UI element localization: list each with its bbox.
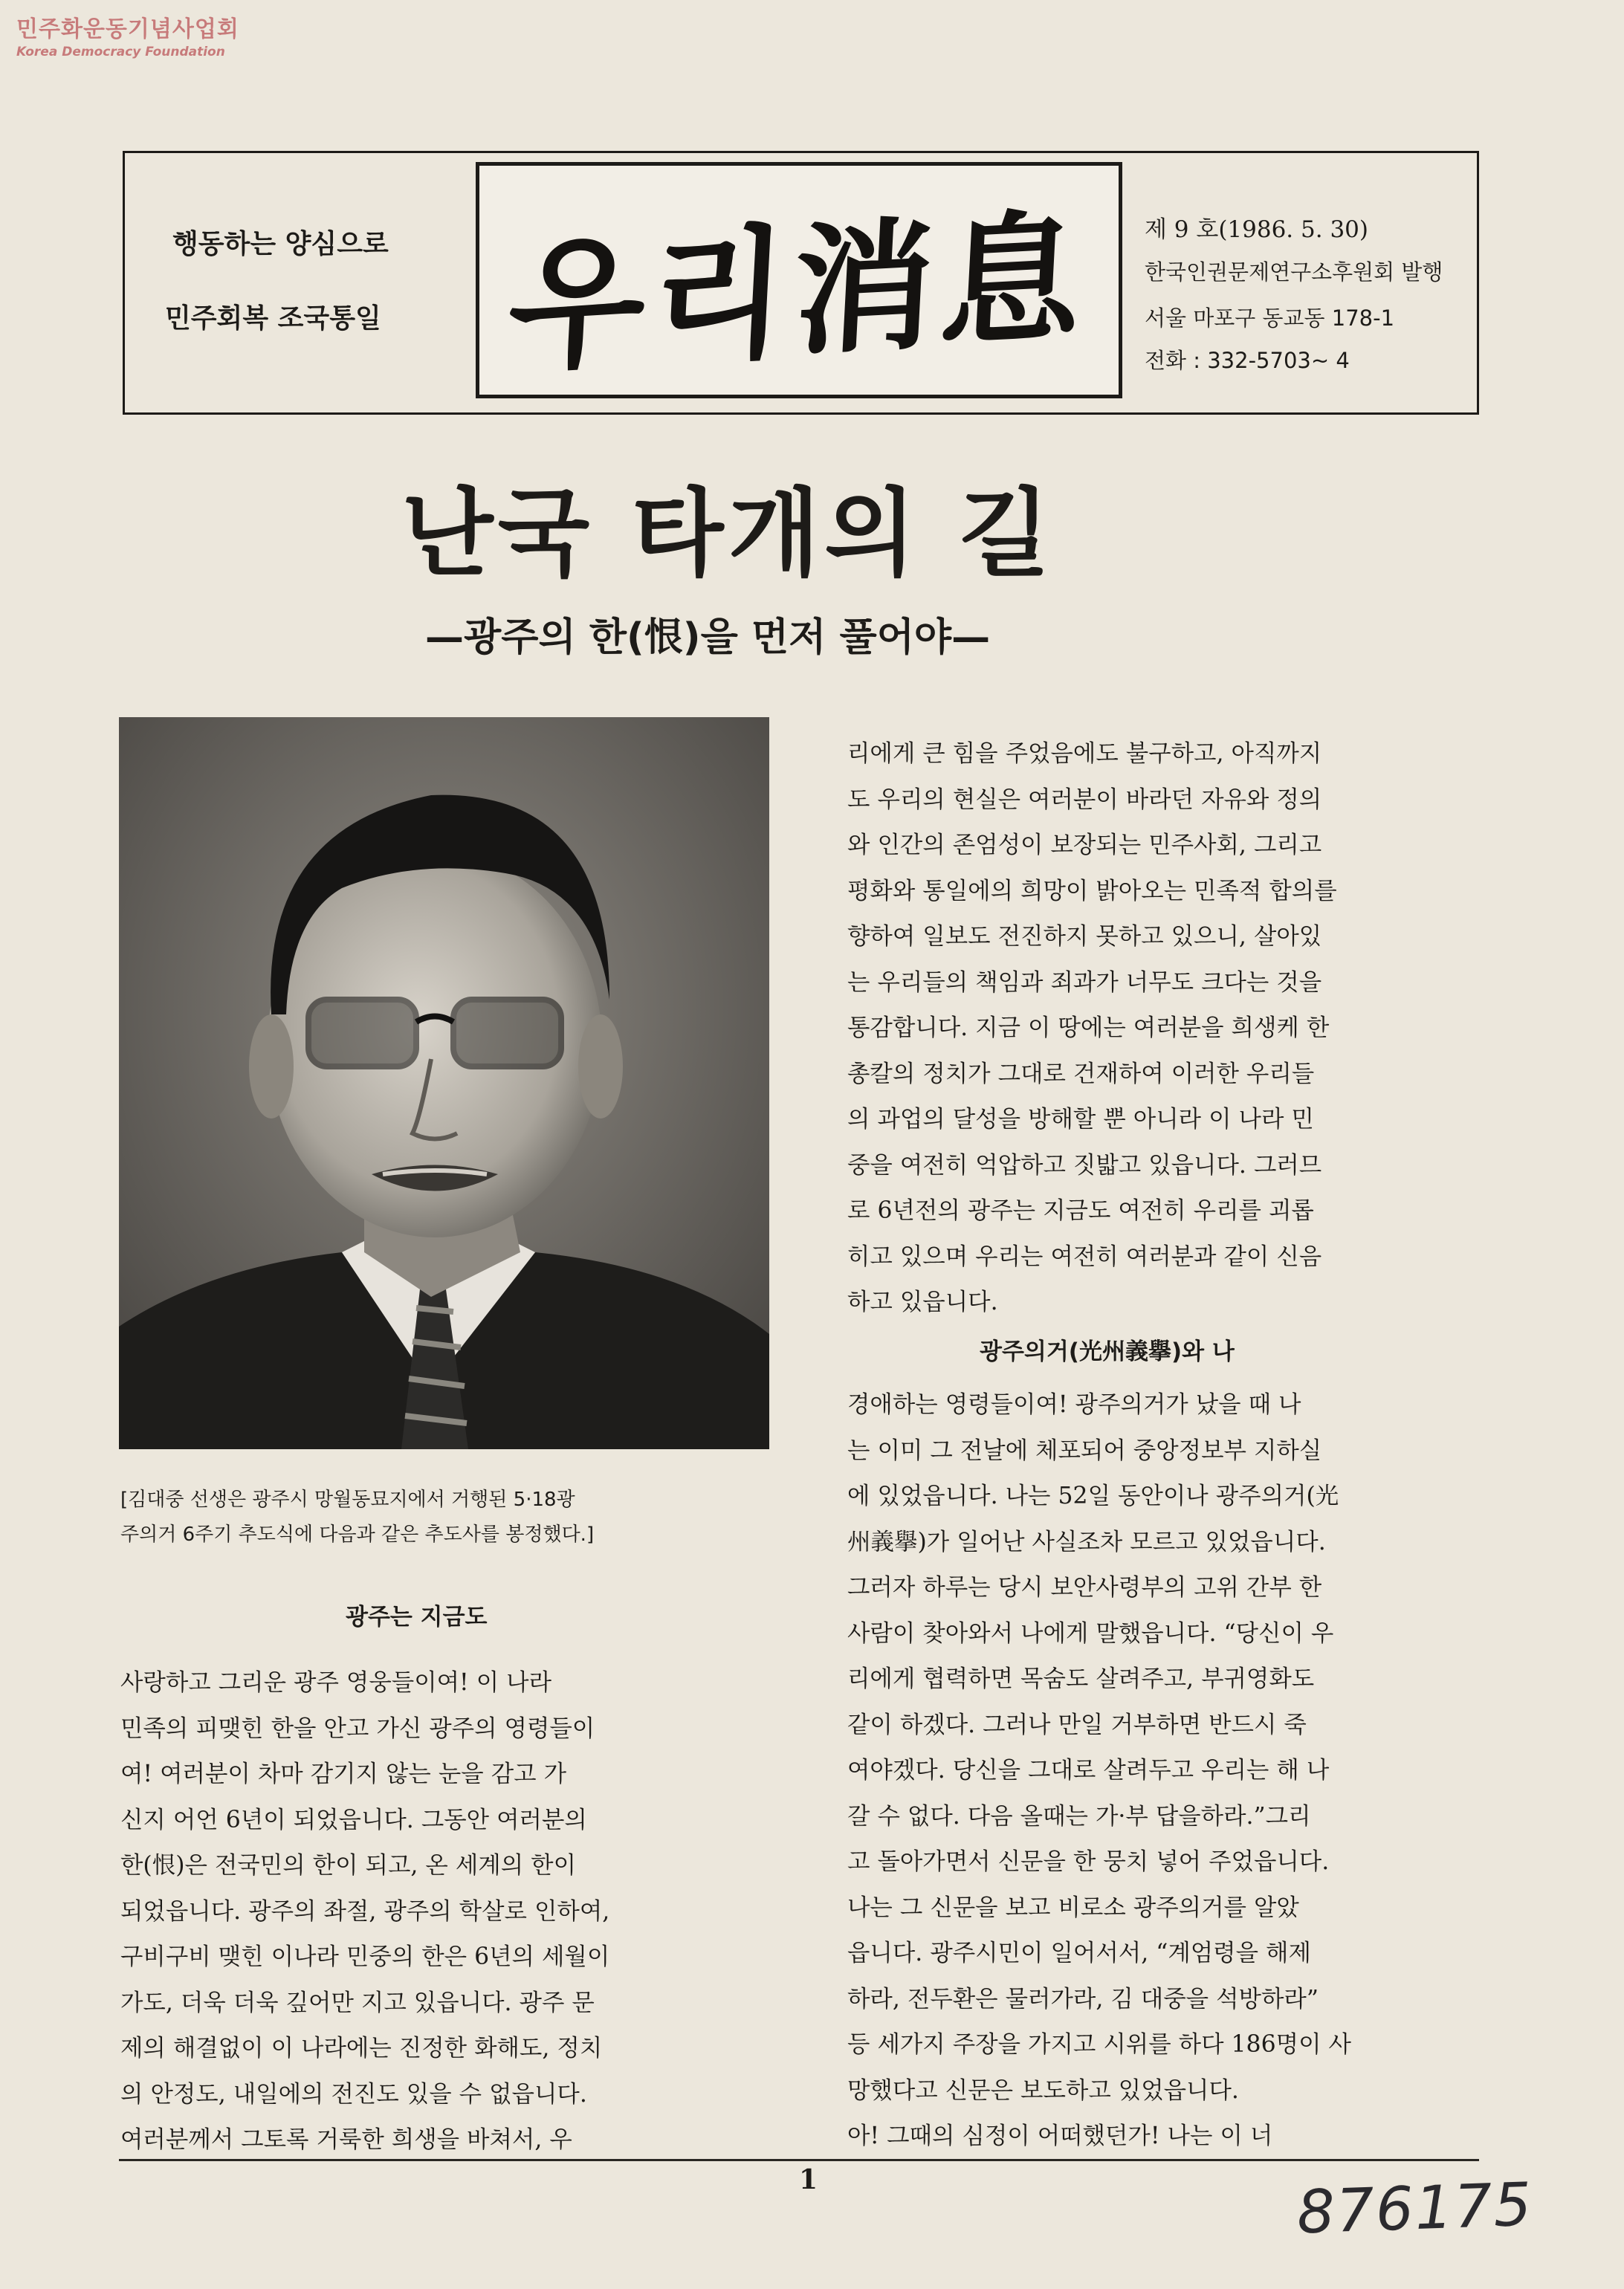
publisher: 한국인권문제연구소후원회 발행 bbox=[1145, 259, 1443, 285]
photo-caption bbox=[120, 1483, 774, 1553]
left-column-text bbox=[120, 1660, 609, 2163]
text-line: 갈 수 없다. 다음 올때는 가·부 답을하라.”그리 bbox=[847, 1802, 1311, 1830]
text-line: 총칼의 정치가 그대로 건재하여 이러한 우리들 bbox=[847, 1060, 1315, 1087]
caption-line2: 주의거 6주기 추도식에 다음과 같은 추도사를 봉정했다.] bbox=[120, 1524, 595, 1546]
logo-box bbox=[476, 162, 1122, 398]
text-line: 는 우리들의 책임과 죄과가 너무도 크다는 것을 bbox=[847, 968, 1322, 996]
text-line: 향하여 일보도 전진하지 못하고 있으니, 살아있 bbox=[847, 923, 1322, 950]
text-line: 아! 그때의 심정이 어떠했던가! 나는 이 너 bbox=[847, 2123, 1273, 2149]
text-line: 하고 있읍니다. bbox=[847, 1289, 998, 1315]
text-line: 구비구비 맺힌 이나라 민중의 한은 6년의 세월이 bbox=[120, 1943, 610, 1970]
text-line: 중을 여전히 억압하고 짓밟고 있읍니다. 그러므 bbox=[847, 1151, 1322, 1179]
right-column-text-bottom bbox=[847, 1382, 1351, 2160]
caption-line1: [김대중 선생은 광주시 망월동묘지에서 거행된 5·18광 bbox=[120, 1489, 575, 1511]
text-line: 민족의 피맺힌 한을 안고 가신 광주의 영령들이 bbox=[120, 1715, 595, 1742]
text-line: 되었읍니다. 광주의 좌절, 광주의 학살로 인하여, bbox=[120, 1897, 610, 1925]
text-line: 로 6년전의 광주는 지금도 여전히 우리를 괴롭 bbox=[847, 1197, 1314, 1224]
text-line: 망했다고 신문은 보도하고 있었읍니다. bbox=[847, 2076, 1239, 2104]
text-line: 평화와 통일에의 희망이 밝아오는 민족적 합의를 bbox=[847, 877, 1337, 904]
text-line: 제의 해결없이 이 나라에는 진정한 화해도, 정치 bbox=[120, 2035, 603, 2062]
text-line: 리에게 협력하면 목숨도 살려주고, 부귀영화도 bbox=[847, 1665, 1315, 1692]
text-line: 사람이 찾아와서 나에게 말했읍니다. “당신이 우 bbox=[847, 1619, 1334, 1647]
text-line: 리에게 큰 힘을 주었음에도 불구하고, 아직까지 bbox=[847, 740, 1322, 767]
text-line: 州義擧)가 일어난 사실조차 모르고 있었읍니다. bbox=[847, 1528, 1326, 1555]
text-line: 고 돌아가면서 신문을 한 뭉치 넣어 주었읍니다. bbox=[847, 1848, 1330, 1875]
handwritten-archive-number: 876175 bbox=[1295, 2169, 1534, 2247]
slogan-line2: 민주회복 조국통일 bbox=[165, 303, 381, 334]
text-line: 경애하는 영령들이여! 광주의거가 났을 때 나 bbox=[847, 1391, 1301, 1418]
text-line: 도 우리의 현실은 여러분이 바라던 자유와 정의 bbox=[847, 786, 1322, 813]
watermark-korean: 민주화운동기념사업회 bbox=[16, 16, 239, 42]
footer-rule bbox=[119, 2159, 1479, 2161]
text-line: 등 세가지 주장을 가지고 시위를 하다 186명이 사 bbox=[847, 2031, 1351, 2058]
section-title-right: 광주의거(光州義擧)와 나 bbox=[980, 1338, 1235, 1365]
watermark-english: Korea Democracy Foundation bbox=[16, 45, 225, 59]
text-line: 같이 하겠다. 그러나 만일 거부하면 반드시 죽 bbox=[847, 1711, 1307, 1738]
address: 서울 마포구 동교동 178-1 bbox=[1145, 305, 1395, 331]
text-line: 읍니다. 광주시민이 일어서서, “계엄령을 해제 bbox=[847, 1940, 1311, 1966]
right-column-text-top bbox=[847, 731, 1337, 1326]
issue-number: 제 9 호(1986. 5. 30) bbox=[1145, 216, 1368, 243]
section-title-left: 광주는 지금도 bbox=[346, 1604, 488, 1631]
text-line: 가도, 더욱 더욱 깊어만 지고 있읍니다. 광주 문 bbox=[120, 1989, 595, 2016]
text-line: 그러자 하루는 당시 보안사령부의 고위 간부 한 bbox=[847, 1574, 1322, 1601]
text-line: 통감합니다. 지금 이 땅에는 여러분을 희생케 한 bbox=[847, 1014, 1330, 1041]
text-line: 여야겠다. 당신을 그대로 살려두고 우리는 해 나 bbox=[847, 1757, 1330, 1784]
text-line: 사랑하고 그리운 광주 영웅들이여! 이 나라 bbox=[120, 1669, 552, 1696]
text-line: 에 있었읍니다. 나는 52일 동안이나 광주의거(光 bbox=[847, 1483, 1339, 1509]
portrait-illustration bbox=[119, 717, 769, 1449]
text-line: 의 안정도, 내일에의 전진도 있을 수 없읍니다. bbox=[120, 2080, 587, 2108]
subheadline: —광주의 한(恨)을 먼저 풀어야— bbox=[425, 615, 991, 660]
text-line: 는 이미 그 전날에 체포되어 중앙정보부 지하실 bbox=[847, 1437, 1322, 1464]
text-line: 나는 그 신문을 보고 비로소 광주의거를 알았 bbox=[847, 1894, 1299, 1921]
newsletter-logo: 우리消息 bbox=[505, 192, 1093, 390]
text-line: 한(恨)은 전국민의 한이 되고, 온 세계의 한이 bbox=[120, 1852, 577, 1879]
text-line: 하라, 전두환은 물러가라, 김 대중을 석방하라” bbox=[847, 1985, 1319, 2013]
text-line: 와 인간의 존엄성이 보장되는 민주사회, 그리고 bbox=[847, 832, 1322, 858]
phone: 전화 : 332-5703~ 4 bbox=[1145, 348, 1350, 373]
text-line: 히고 있으며 우리는 여전히 여러분과 같이 신음 bbox=[847, 1243, 1322, 1270]
text-line: 신지 어언 6년이 되었읍니다. 그동안 여러분의 bbox=[120, 1806, 587, 1833]
headline: 난국 타개의 길 bbox=[401, 479, 1055, 589]
slogan-line1: 행동하는 양심으로 bbox=[172, 229, 389, 259]
page-number: 1 bbox=[799, 2164, 818, 2195]
portrait-photo bbox=[119, 717, 769, 1449]
text-line: 여러분께서 그토록 거룩한 희생을 바쳐서, 우 bbox=[120, 2126, 572, 2153]
text-line: 의 과업의 달성을 방해할 뿐 아니라 이 나라 민 bbox=[847, 1106, 1314, 1133]
text-line: 여! 여러분이 차마 감기지 않는 눈을 감고 가 bbox=[120, 1761, 567, 1787]
